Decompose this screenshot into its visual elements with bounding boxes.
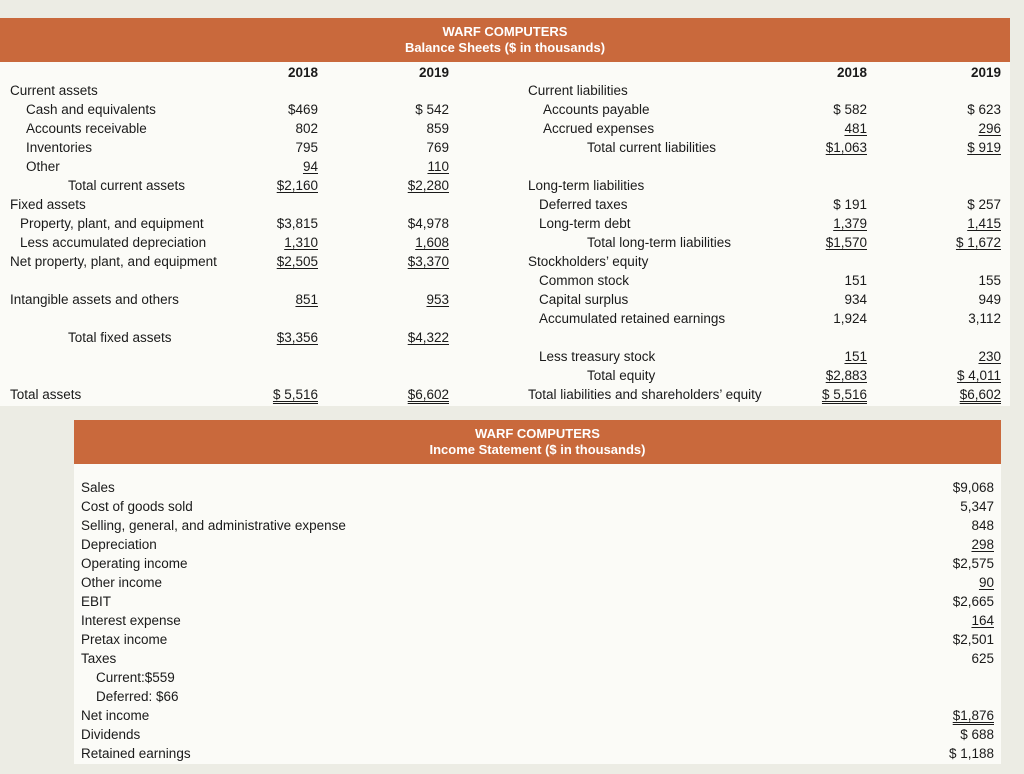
tlse-2019-cell [931, 386, 1001, 403]
dep-2018-cell [248, 234, 318, 251]
year-header-left-2018: 2018 [287, 65, 318, 80]
depreciation-label: Depreciation [81, 537, 157, 552]
year-header-left-2019: 2019 [418, 65, 449, 80]
nppe-2018-cell [248, 253, 318, 270]
tcl-2018: $1,063 [825, 140, 867, 155]
tlse-2018-cell [797, 386, 867, 403]
total-equity-2019: $ 4,011 [956, 368, 1001, 383]
total-liab-equity-label: Total liabilities and shareholders’ equity [528, 387, 762, 402]
ap-label: Accounts payable [543, 102, 650, 117]
intangible-2019: 953 [426, 292, 449, 307]
treasury-stock-label: Less treasury stock [539, 349, 656, 364]
current-liabilities-header: Current liabilities [528, 83, 628, 98]
ts-2018-cell [797, 348, 867, 365]
deferred-taxes-2018: $ 191 [833, 197, 867, 212]
long-term-debt-2018: 1,379 [833, 216, 867, 231]
income-statement-title: WARF COMPUTERS [475, 426, 600, 441]
ap-2019: $ 623 [967, 102, 1001, 117]
common-stock-2019: 155 [978, 273, 1001, 288]
accumulated-re-label: Accumulated retained earnings [539, 311, 726, 326]
ap-2018: $ 582 [833, 102, 867, 117]
tfa-2019-cell [379, 329, 449, 346]
pretax-income-value: $2,501 [952, 632, 994, 647]
accrued-label: Accrued expenses [543, 121, 655, 136]
ta-2019-cell [379, 386, 449, 403]
pretax-income-label: Pretax income [81, 632, 168, 647]
ar-2018: 802 [295, 121, 318, 136]
ts-2019-cell [931, 348, 1001, 365]
other-2018: 94 [302, 159, 318, 174]
ltd-2019-cell [931, 215, 1001, 232]
balance-sheet-subtitle: Balance Sheets ($ in thousands) [404, 40, 606, 55]
inventories-2019: 769 [426, 140, 449, 155]
operating-income-value: $2,575 [952, 556, 994, 571]
capital-surplus-2019: 949 [978, 292, 1001, 307]
tfa-2018-cell [248, 329, 318, 346]
other-2018-cell [248, 158, 318, 175]
year-header-right-2018: 2018 [836, 65, 867, 80]
capital-surplus-label: Capital surplus [539, 292, 629, 307]
balance-sheet-title: WARF COMPUTERS [442, 24, 568, 39]
current-tax-label: Current:$559 [96, 670, 175, 685]
ebit-value: $2,665 [952, 594, 994, 609]
total-assets-label: Total assets [10, 387, 82, 402]
tfa-2019: $4,322 [407, 330, 449, 345]
net-income-label: Net income [81, 708, 150, 723]
net-ppe-label: Net property, plant, and equipment [10, 254, 217, 269]
ppe-2018: $3,815 [276, 216, 318, 231]
taxes-label: Taxes [81, 651, 117, 666]
total-liab-equity-2019: $6,602 [959, 387, 1001, 402]
sga-label: Selling, general, and administrative expense [81, 518, 346, 533]
net-income-cell [924, 707, 994, 724]
total-equity-label: Total equity [587, 368, 656, 383]
inventories-2018: 795 [295, 140, 318, 155]
tltl-2018-cell [797, 234, 867, 251]
other-2019-cell [379, 158, 449, 175]
dep-2019-cell [379, 234, 449, 251]
total-current-liabilities-label: Total current liabilities [587, 140, 717, 155]
intang-2019-cell [379, 291, 449, 308]
ta-2018-cell [248, 386, 318, 403]
tltl-2019-cell [931, 234, 1001, 251]
interest-expense-label: Interest expense [81, 613, 181, 628]
long-term-debt-2019: 1,415 [967, 216, 1001, 231]
cogs-label: Cost of goods sold [81, 499, 193, 514]
ar-2019: 859 [426, 121, 449, 136]
te-2018-cell [797, 367, 867, 384]
retained-earnings-value: $ 1,188 [948, 746, 994, 761]
year-header-right-2019: 2019 [970, 65, 1001, 80]
dividends-label: Dividends [81, 727, 141, 742]
other-income-label: Other income [81, 575, 163, 590]
common-stock-2018: 151 [844, 273, 867, 288]
cash-label: Cash and equivalents [26, 102, 156, 117]
tca-2019-cell [379, 177, 449, 194]
balance-sheet-banner [0, 18, 1010, 62]
tca-2018: $2,160 [276, 178, 318, 193]
intangible-2018: 851 [295, 292, 318, 307]
total-assets-2018: $ 5,516 [272, 387, 318, 402]
ppe-label: Property, plant, and equipment [20, 216, 204, 231]
accumulated-re-2019: 3,112 [968, 311, 1001, 326]
intangible-label: Intangible assets and others [10, 292, 179, 307]
tcl-2019: $ 919 [967, 140, 1001, 155]
cash-2019: $ 542 [415, 102, 449, 117]
net-ppe-2018: $2,505 [276, 254, 318, 269]
tltl-2018: $1,570 [825, 235, 867, 250]
depreciation-value: 298 [971, 537, 994, 552]
ebit-label: EBIT [81, 594, 112, 609]
common-stock-label: Common stock [539, 273, 630, 288]
intang-2018-cell [248, 291, 318, 308]
dividends-value: $ 688 [960, 727, 994, 742]
deferred-taxes-2019: $ 257 [967, 197, 1001, 212]
net-income-value: $1,876 [952, 708, 994, 723]
taxes-value: 625 [971, 651, 994, 666]
other-2019: 110 [427, 159, 449, 174]
ppe-2019: $4,978 [407, 216, 449, 231]
current-assets-header: Current assets [10, 83, 98, 98]
net-ppe-2019: $3,370 [407, 254, 449, 269]
accumulated-re-2018: 1,924 [833, 311, 867, 326]
acc-dep-2018: 1,310 [284, 235, 318, 250]
interest-expense-cell [924, 612, 994, 629]
treasury-stock-2018: 151 [844, 349, 867, 364]
total-current-assets-label: Total current assets [68, 178, 186, 193]
acc-dep-label: Less accumulated depreciation [20, 235, 207, 250]
total-equity-2018: $2,883 [825, 368, 867, 383]
other-income-value: 90 [978, 575, 994, 590]
depreciation-cell [924, 536, 994, 553]
sales-label: Sales [81, 480, 115, 495]
ar-label: Accounts receivable [26, 121, 147, 136]
capital-surplus-2018: 934 [844, 292, 867, 307]
accr-2018-cell [797, 120, 867, 137]
income-statement-banner [74, 420, 1001, 464]
tfa-2018: $3,356 [276, 330, 318, 345]
sales-value: $9,068 [952, 480, 994, 495]
total-liab-equity-2018: $ 5,516 [821, 387, 867, 402]
tca-2019: $2,280 [407, 178, 449, 193]
accrued-2018: 481 [844, 121, 867, 136]
tcl-2018-cell [797, 139, 867, 156]
other-label: Other [26, 159, 60, 174]
acc-dep-2019: 1,608 [415, 235, 449, 250]
retained-earnings-label: Retained earnings [81, 746, 191, 761]
other-income-cell [924, 574, 994, 591]
tca-2018-cell [248, 177, 318, 194]
deferred-taxes-label: Deferred taxes [539, 197, 628, 212]
fixed-assets-header: Fixed assets [10, 197, 86, 212]
tltl-2019: $ 1,672 [955, 235, 1001, 250]
total-assets-2019: $6,602 [407, 387, 449, 402]
long-term-liabilities-header: Long-term liabilities [528, 178, 645, 193]
inventories-label: Inventories [26, 140, 93, 155]
tcl-2019-cell [931, 139, 1001, 156]
deferred-tax-label: Deferred: $66 [96, 689, 179, 704]
stockholders-equity-header: Stockholders’ equity [528, 254, 649, 269]
sga-value: 848 [971, 518, 994, 533]
income-statement-subtitle: Income Statement ($ in thousands) [429, 442, 646, 457]
income-statement-panel [74, 420, 1001, 764]
nppe-2019-cell [379, 253, 449, 270]
cogs-value: 5,347 [960, 499, 994, 514]
total-fixed-assets-label: Total fixed assets [68, 330, 172, 345]
total-lt-liabilities-label: Total long-term liabilities [587, 235, 732, 250]
accr-2019-cell [931, 120, 1001, 137]
te-2019-cell [931, 367, 1001, 384]
interest-expense-value: 164 [971, 613, 994, 628]
accrued-2019: 296 [978, 121, 1001, 136]
long-term-debt-label: Long-term debt [539, 216, 631, 231]
treasury-stock-2019: 230 [978, 349, 1001, 364]
ltd-2018-cell [797, 215, 867, 232]
operating-income-label: Operating income [81, 556, 188, 571]
cash-2018: $469 [287, 102, 318, 117]
